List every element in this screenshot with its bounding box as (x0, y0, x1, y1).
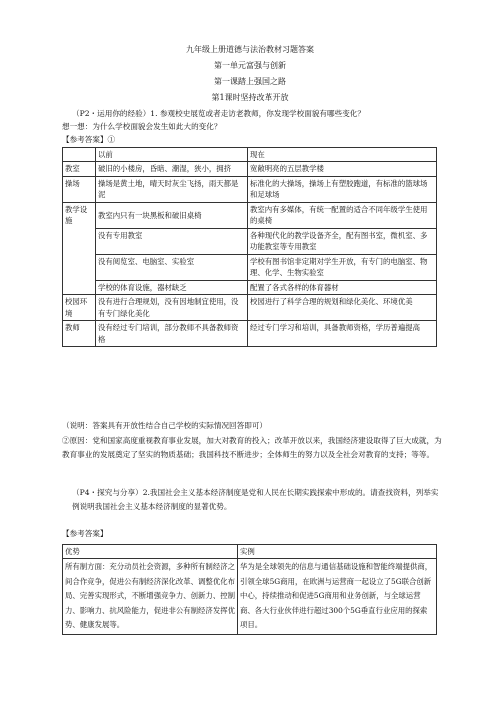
table-header-cell (63, 148, 96, 162)
table-row (63, 162, 437, 176)
table-cell: 破旧的小楼房，昏暗、潮湿，狭小，拥挤 (96, 162, 248, 176)
table-header-row (63, 148, 437, 162)
table-row (63, 254, 437, 280)
section-title: 第1课时坚持改革开放 (211, 93, 289, 102)
table-header-row (63, 545, 437, 559)
table-cell: 没有阅览室、电脑室、实验室 (96, 254, 248, 280)
answer-note: （说明：答案具有开放性结合自己学校的实际情况回答即可） (62, 421, 268, 430)
table-row (63, 202, 437, 228)
lesson-title: 第一课踏上强国之路 (214, 77, 286, 86)
answer-label-2: 【参考答案】 (62, 529, 108, 538)
table-cell: 学校的体育设施，器材缺乏 (96, 280, 248, 294)
table-row (63, 228, 437, 254)
table-cell: 各种现代化的教学设备齐全，配有图书室，微机室、多功能教室等专用教室 (248, 228, 437, 254)
table-row (63, 176, 437, 202)
table-cell: 没有专用教室 (96, 228, 248, 254)
question-2-prompt: （P4・探究与分享）2.我国社会主义基本经济制度是党和人民在长期实践探索中形成的。请查找资料，列举实例说明我国社会主义基本经济制度的显著优势。 (72, 488, 439, 512)
table-cell: 教学设施 (63, 202, 96, 294)
answer-label-1: 【参考答案】① (62, 135, 116, 144)
table-cell: 标准化的大操场，操场上有塑胶跑道，有标准的篮球场和足球场 (248, 176, 437, 202)
table-header-cell: 优势 (63, 545, 238, 559)
table-cell: 经过专门学习和培训，具备教师资格，学历普遍提高 (248, 321, 437, 347)
table-header-cell: 以前 (96, 148, 248, 162)
table-cell: 所有制方面：充分动员社会资源，多种所有制经济之间合作竞争，促进公有制经济深化改革、调整优化布局、完善实现形式，不断增强竞争力、创新力、控制力、影响力、抗风险能力，促进非公有制经济发挥优势、健康发展等。 (63, 559, 238, 634)
table-cell: 配置了各式各样的体育器材 (248, 280, 437, 294)
table-header-cell: 现在 (248, 148, 437, 162)
table-cell: 宽敞明亮的五层教学楼 (248, 162, 437, 176)
economic-system-table (62, 544, 437, 635)
table-cell: 教室内有多媒体，有统一配置的适合不同年级学生使用的桌椅 (248, 202, 437, 228)
unit-title: 第一单元富强与创新 (214, 61, 286, 70)
table-cell: 学校有图书馆非定期对学生开放，有专门的电脑室、物理、化学、生物实验室 (248, 254, 437, 280)
doc-title: 九年级上册道德与法治教材习题答案 (186, 45, 314, 54)
table-cell: 没有进行合理规划，没有因地制宜使用，没有专门绿化美化 (96, 295, 248, 321)
table-row (63, 321, 437, 347)
reason-paragraph: ②原因：党和国家高度重视教育事业发展，加大对教育的投入；改革开放以来，我国经济建设取得了巨大成就，为教育事业的发展奠定了坚实的物质基础；我国科技不断进步；全体师生的努力以及全社会对教育的支持；等等。 (62, 436, 442, 460)
table-cell: 校园环境 (63, 295, 96, 321)
question-1-think: 想一想：为什么学校面貌会发生如此大的变化？ (62, 122, 222, 131)
table-row (63, 295, 437, 321)
table-cell: 教室内只有一块黑板和破旧桌椅 (96, 202, 248, 228)
table-cell: 操场是黄土地，晴天时灰尘飞扬，雨天都是泥 (96, 176, 248, 202)
table-cell: 没有经过专门培训，部分教师不具备教师资格 (96, 321, 248, 347)
table-cell: 华为是全球领先的信息与通信基础设施和智能终端提供商，引领全球5G商用，在欧洲与运营商一起设立了5G联合创新中心，持续推动和促进5G商用和业务创新，与全球运营商、各大行业伙伴进行超过300个5G垂直行业应用的探索项目。 (238, 559, 437, 634)
table-cell: 操场 (63, 176, 96, 202)
table-cell: 校园进行了科学合理的规划和绿化美化、环境优美 (248, 295, 437, 321)
table-row (63, 280, 437, 294)
table-cell: 教室 (63, 162, 96, 176)
question-1-prompt: （P2・运用你的经验）1. 参观校史展览或者走访老教师，你发现学校面貌有哪些变化？ (72, 109, 365, 118)
table-row (63, 559, 437, 634)
table-cell: 教师 (63, 321, 96, 347)
table-header-cell: 实例 (238, 545, 437, 559)
school-change-table (62, 147, 437, 347)
